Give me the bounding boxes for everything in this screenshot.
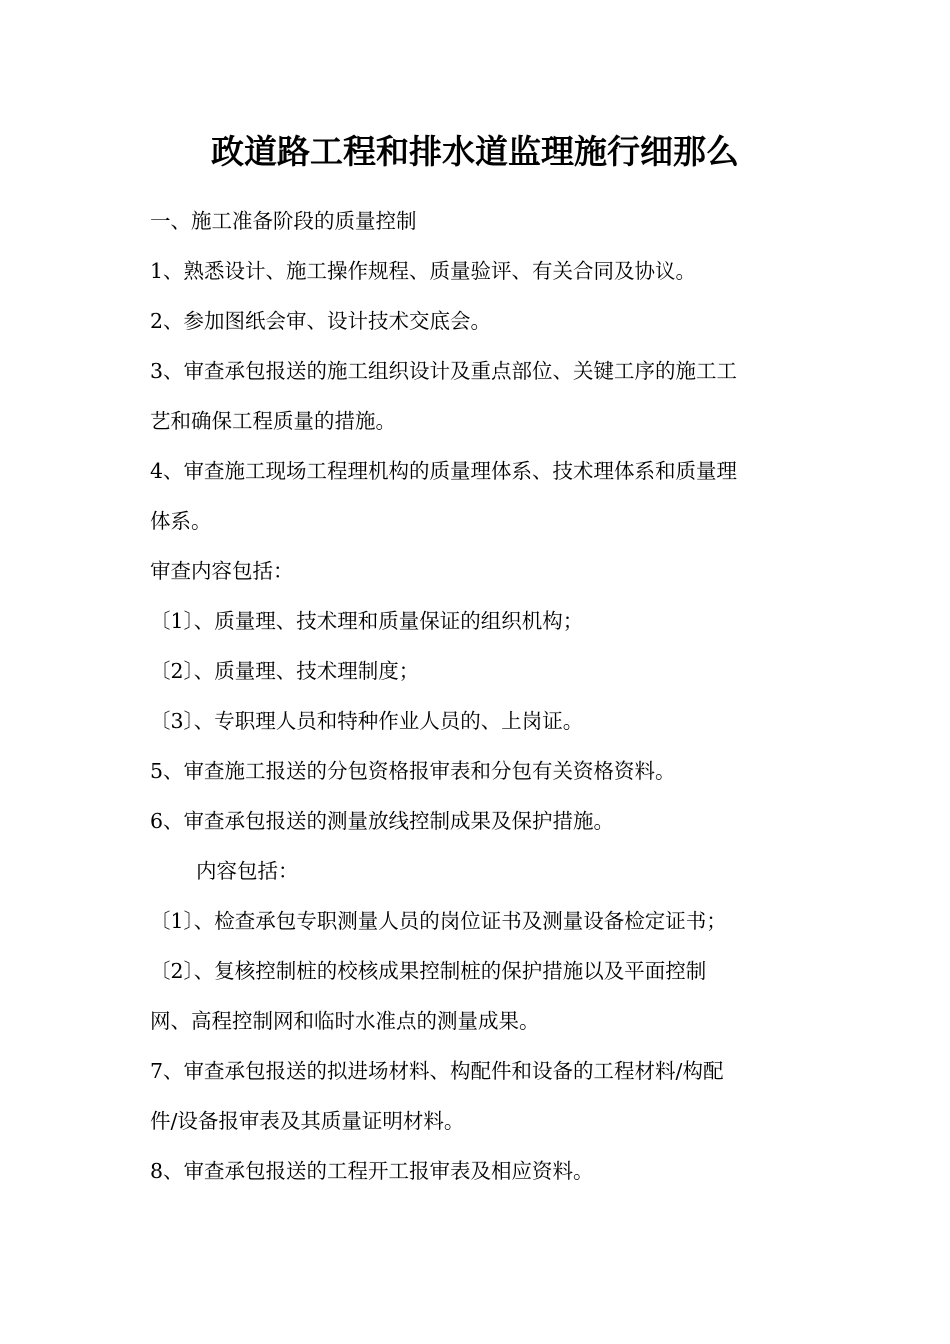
paragraph-line: 5、审查施工报送的分包资格报审表和分包有关资格资料。 (150, 759, 676, 783)
paragraph-line: 1、熟悉设计、施工操作规程、质量验评、有关合同及协议。 (150, 259, 697, 283)
list-item: 〔1〕、检查承包专职测量人员的岗位证书及测量设备检定证书； (150, 909, 727, 933)
paragraph-line: 3、审查承包报送的施工组织设计及重点部位、关键工序的施工工 (150, 359, 738, 383)
paragraph-line: 4、审查施工现场工程理机构的质量理体系、技术理体系和质量理 (150, 459, 738, 483)
paragraph-line: 网、高程控制网和临时水准点的测量成果。 (150, 1009, 540, 1033)
list-item: 〔1〕、质量理、技术理和质量保证的组织机构； (150, 609, 584, 633)
list-item: 〔2〕、质量理、技术理制度； (150, 659, 420, 683)
paragraph-line: 件/设备报审表及其质量证明材料。 (150, 1109, 465, 1133)
paragraph-line: 艺和确保工程质量的措施。 (150, 409, 396, 433)
section-heading: 一、施工准备阶段的质量控制 (150, 209, 417, 233)
paragraph-line: 审查内容包括： (150, 559, 294, 583)
document-title: 政道路工程和排水道监理施行细那么 (211, 132, 739, 171)
paragraph-line: 6、审查承包报送的测量放线控制成果及保护措施。 (150, 809, 615, 833)
paragraph-line: 7、审查承包报送的拟进场材料、构配件和设备的工程材料/构配 (150, 1059, 724, 1083)
list-item: 〔3〕、专职理人员和特种作业人员的、上岗证。 (150, 709, 584, 733)
paragraph-line: 体系。 (150, 509, 212, 533)
paragraph-line: 8、审查承包报送的工程开工报审表及相应资料。 (150, 1159, 594, 1183)
paragraph-line: 内容包括： (196, 859, 299, 883)
document-body (150, 196, 800, 1196)
paragraph-line: 2、参加图纸会审、设计技术交底会。 (150, 309, 492, 333)
list-item: 〔2〕、复核控制桩的校核成果控制桩的保护措施以及平面控制 (150, 959, 707, 983)
